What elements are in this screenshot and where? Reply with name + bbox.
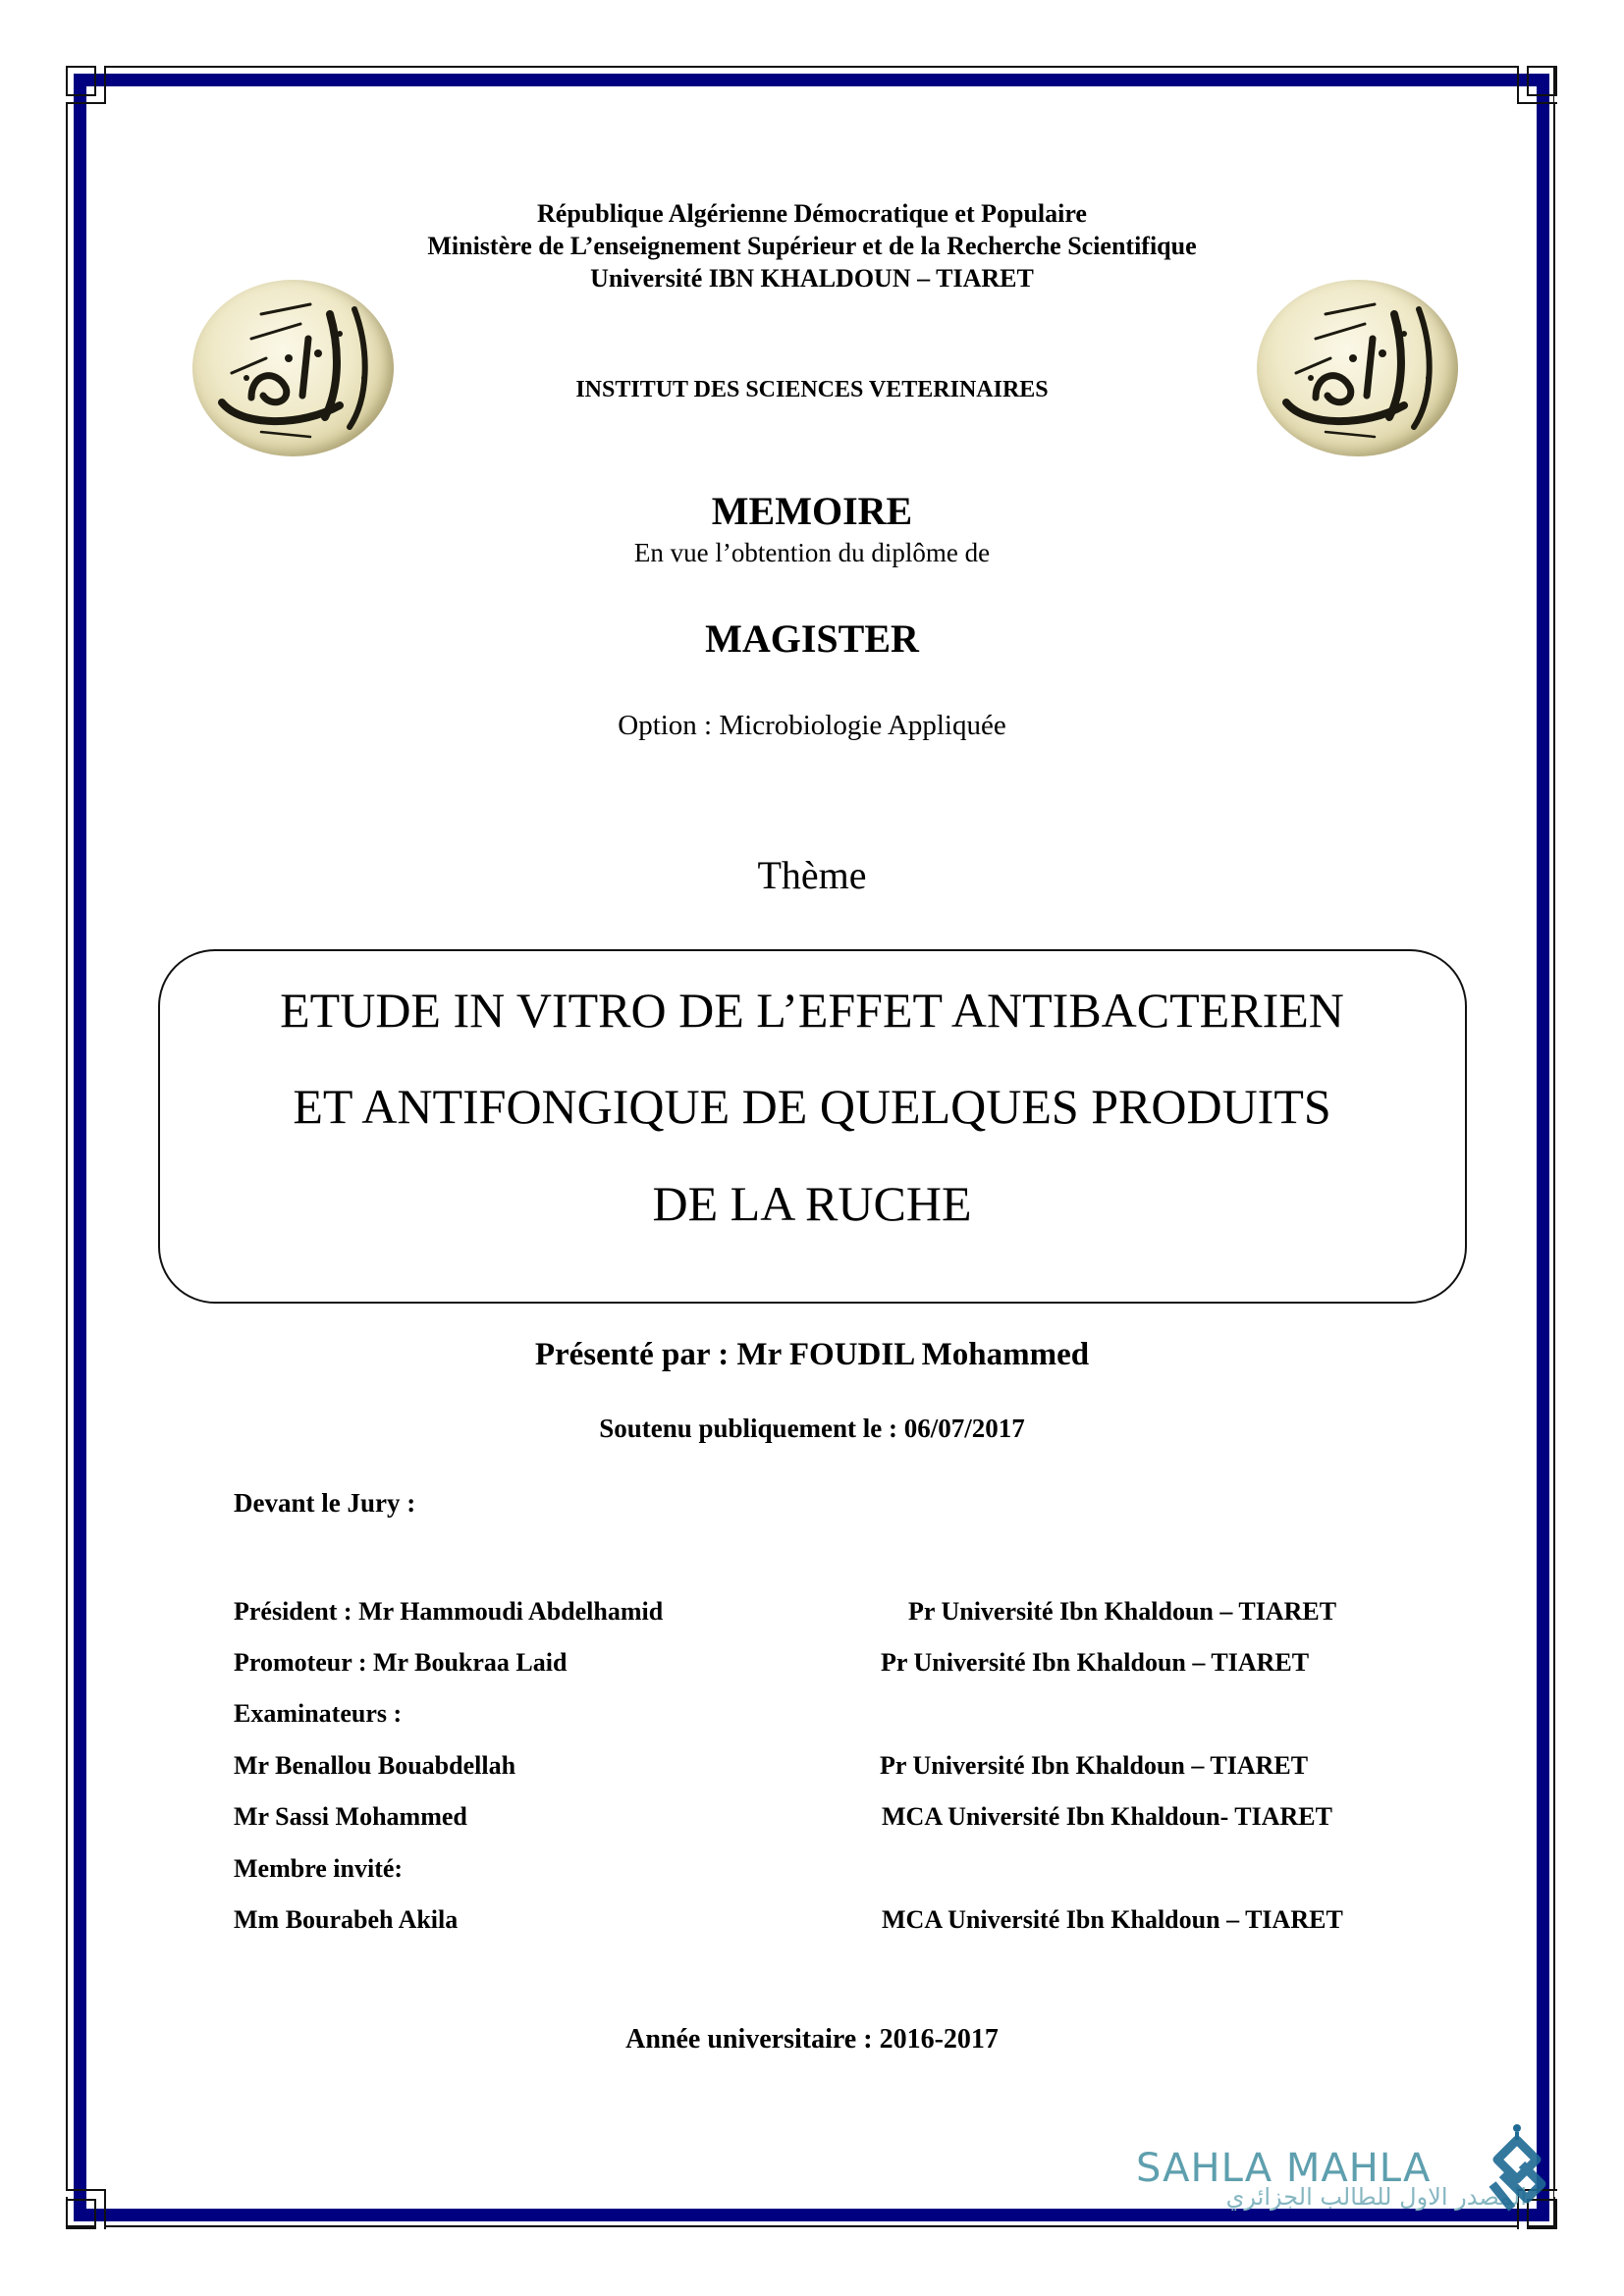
jury-row-invited-name: Mm Bourabeh Akila	[234, 1905, 459, 1934]
corner-ornament-bottom-left-inner	[66, 2189, 106, 2229]
header-republic: République Algérienne Démocratique et Populaire	[537, 199, 1087, 228]
jury-row-examiner-2-affiliation: MCA Université Ibn Khaldoun- TIARET	[882, 1802, 1332, 1831]
degree-name: MAGISTER	[705, 616, 919, 661]
jury-row-examiner-2-name: Mr Sassi Mohammed	[234, 1802, 467, 1831]
theme-label: Thème	[757, 853, 867, 897]
jury-row-examiner-1-name: Mr Benallou Bouabdellah	[234, 1751, 516, 1780]
thesis-title-line-3: DE LA RUCHE	[652, 1176, 972, 1231]
jury-row-examiner-1-affiliation: Pr Université Ibn Khaldoun – TIARET	[880, 1751, 1309, 1780]
watermark-brand: SAHLA MAHLA	[1136, 2146, 1432, 2191]
degree-option: Option : Microbiologie Appliquée	[618, 710, 1006, 741]
jury-heading: Devant le Jury :	[234, 1488, 416, 1518]
jury-row-promoter-name: Promoteur : Mr Boukraa Laid	[234, 1648, 568, 1677]
defense-date: Soutenu publiquement le : 06/07/2017	[599, 1414, 1025, 1443]
jury-row-promoter-affiliation: Pr Université Ibn Khaldoun – TIARET	[881, 1648, 1310, 1677]
jury-row-president-name: Président : Mr Hammoudi Abdelhamid	[234, 1597, 664, 1626]
header-university: Université IBN KHALDOUN – TIARET	[590, 264, 1034, 293]
degree-purpose: En vue l’obtention du diplôme de	[633, 538, 991, 567]
academic-year: Année universitaire : 2016-2017	[625, 2024, 999, 2055]
presented-by: Présenté par : Mr FOUDIL Mohammed	[534, 1337, 1090, 1372]
jury-row-invited-label: Membre invité:	[234, 1854, 404, 1883]
header-ministry: Ministère de L’enseignement Supérieur et de la Recherche Scientifique	[427, 232, 1197, 260]
calligraphy-seal-icon	[1257, 280, 1458, 456]
corner-ornament-top-left-inner	[66, 66, 106, 104]
university-logo-right	[1257, 280, 1458, 456]
thesis-title-line-1: ETUDE IN VITRO DE L’EFFET ANTIBACTERIEN	[280, 983, 1344, 1038]
calligraphy-seal-icon	[192, 280, 394, 456]
university-logo-left	[192, 280, 394, 456]
jury-row-invited-affiliation: MCA Université Ibn Khaldoun – TIARET	[882, 1905, 1343, 1934]
document-type: MEMOIRE	[711, 489, 913, 533]
sahla-mahla-logo-icon	[1483, 2120, 1551, 2218]
thesis-title-line-2: ET ANTIFONGIQUE DE QUELQUES PRODUITS	[293, 1079, 1331, 1134]
institute-name: INSTITUT DES SCIENCES VETERINAIRES	[575, 377, 1049, 402]
corner-ornament-top-right-inner	[1517, 66, 1557, 104]
watermark-tagline: المصدر الاول للطالب الجزائري	[1225, 2183, 1527, 2211]
jury-row-president-affiliation: Pr Université Ibn Khaldoun – TIARET	[908, 1597, 1337, 1626]
jury-row-examiners-label: Examinateurs :	[234, 1699, 403, 1728]
